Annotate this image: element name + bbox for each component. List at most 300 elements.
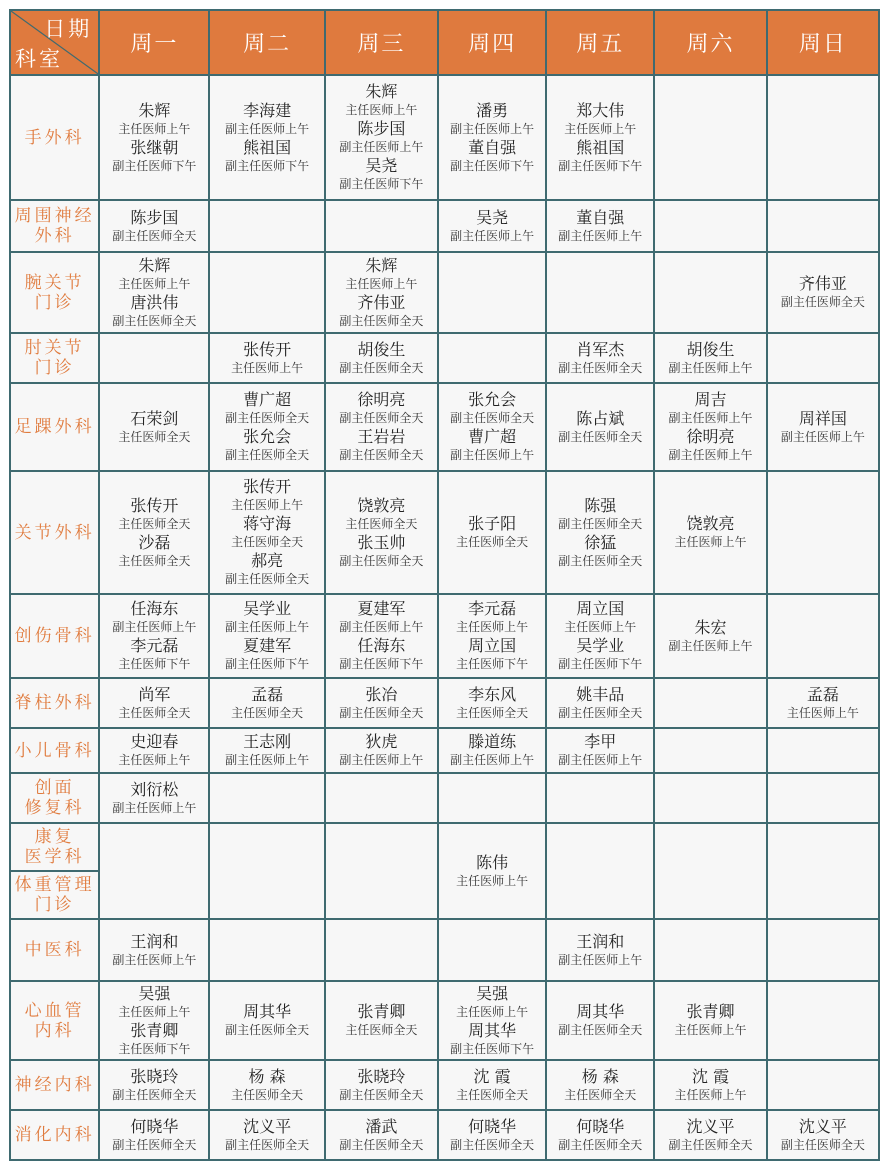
- doctor-title-shift: 副主任医师下午: [225, 657, 310, 671]
- doctor-name: 李元磊: [468, 599, 517, 618]
- doctor-title-shift: 副主任医师下午: [339, 657, 424, 671]
- doctor-list: [326, 732, 437, 769]
- doctor-list: [439, 208, 545, 245]
- schedule-cell-周三: [325, 594, 438, 678]
- doctor-name: 张允会: [243, 427, 292, 446]
- doctor-list: [210, 101, 323, 175]
- schedule-cell-周四: [438, 823, 546, 919]
- doctor-name: 潘武: [365, 1116, 398, 1136]
- doctor-schedule-table: [9, 9, 880, 1161]
- corner-date-label: 日期: [44, 17, 93, 41]
- department-label: 神经内科: [10, 1060, 99, 1110]
- doctor-title-shift: 主任医师上午: [564, 620, 637, 634]
- schedule-cell-周五: [546, 919, 654, 981]
- doctor-title-shift: 主任医师全天: [345, 1023, 418, 1037]
- doctor-list: [210, 732, 323, 769]
- doctor-name: 姚丰品: [576, 684, 625, 704]
- doctor-title-shift: 副主任医师上午: [339, 620, 424, 634]
- schedule-cell-周五: [546, 1110, 654, 1160]
- doctor-list: [655, 1002, 765, 1039]
- doctor-name: 王志刚: [243, 732, 292, 751]
- doctor-title-shift: 副主任医师上午: [450, 228, 535, 243]
- schedule-cell-周一: [99, 678, 209, 728]
- schedule-cell-周一: [99, 981, 209, 1060]
- doctor-list: [210, 390, 323, 464]
- schedule-row: [10, 823, 879, 871]
- doctor-list: [439, 853, 545, 890]
- schedule-cell-周三: [325, 1060, 438, 1110]
- schedule-cell-周日: [767, 471, 879, 594]
- doctor-title-shift: 副主任医师上午: [558, 228, 643, 243]
- doctor-name: 张继朝: [130, 137, 179, 157]
- schedule-row: [10, 471, 879, 594]
- doctor-name: 朱辉: [365, 82, 398, 101]
- doctor-name: 曹广超: [468, 427, 517, 446]
- doctor-name: 孟磊: [806, 684, 839, 704]
- doctor-title-shift: 副主任医师下午: [558, 158, 643, 173]
- doctor-title-shift: 副主任医师全天: [558, 1137, 643, 1152]
- doctor-list: [655, 1067, 765, 1104]
- doctor-name: 任海东: [130, 599, 179, 618]
- schedule-cell-周六: [654, 471, 766, 594]
- doctor-title-shift: 主任医师上午: [118, 121, 191, 136]
- doctor-name: 何晓华: [576, 1116, 625, 1136]
- doctor-name: 何晓华: [468, 1116, 517, 1136]
- schedule-cell-周四: [438, 728, 546, 773]
- doctor-list: [655, 340, 765, 377]
- doctor-name: 朱辉: [138, 100, 171, 120]
- doctor-name: 李海建: [243, 100, 292, 120]
- schedule-cell-周五: [546, 252, 654, 333]
- schedule-cell-周一: [99, 1060, 209, 1110]
- corner-dept-label: 科室: [15, 47, 63, 71]
- doctor-name: 周立国: [468, 636, 517, 655]
- day-header-wed: 周三: [325, 10, 438, 75]
- doctor-title-shift: 副主任医师全天: [339, 705, 424, 720]
- doctor-list: [326, 685, 437, 722]
- doctor-name: 周吉: [694, 390, 727, 409]
- doctor-title-shift: 副主任医师全天: [339, 411, 424, 425]
- schedule-cell-周日: [767, 773, 879, 823]
- schedule-row: [10, 773, 879, 823]
- doctor-name: 胡俊生: [357, 339, 406, 359]
- doctor-title-shift: 主任医师上午: [786, 705, 859, 720]
- schedule-cell-周日: [767, 383, 879, 471]
- schedule-cell-周六: [654, 333, 766, 383]
- doctor-name: 饶敦亮: [686, 514, 735, 533]
- doctor-name: 潘勇: [476, 100, 509, 120]
- schedule-cell-周一: [99, 252, 209, 333]
- schedule-cell-周四: [438, 333, 546, 383]
- doctor-name: 曹广超: [243, 390, 292, 409]
- schedule-cell-周二: [209, 773, 324, 823]
- doctor-title-shift: 主任医师上午: [456, 1004, 529, 1019]
- schedule-cell-周一: [99, 471, 209, 594]
- schedule-cell-周五: [546, 594, 654, 678]
- doctor-title-shift: 主任医师下午: [456, 657, 529, 671]
- doctor-list: [547, 732, 653, 769]
- doctor-title-shift: 主任医师全天: [118, 705, 191, 720]
- schedule-cell-周四: [438, 252, 546, 333]
- doctor-title-shift: 副主任医师上午: [668, 448, 753, 462]
- doctor-title-shift: 副主任医师全天: [780, 1137, 865, 1152]
- schedule-cell-周日: [767, 981, 879, 1060]
- schedule-cell-周四: [438, 1060, 546, 1110]
- doctor-name: 沈 霞: [692, 1066, 730, 1086]
- doctor-title-shift: 主任医师全天: [231, 705, 304, 720]
- schedule-row: [10, 200, 879, 252]
- doctor-title-shift: 主任医师全天: [456, 1087, 529, 1102]
- schedule-cell-周日: [767, 1110, 879, 1160]
- schedule-cell-周四: [438, 678, 546, 728]
- schedule-row: [10, 75, 879, 200]
- doctor-name: 周其华: [576, 1002, 625, 1021]
- schedule-cell-周四: [438, 773, 546, 823]
- doctor-name: 周立国: [576, 599, 625, 618]
- schedule-cell-周六: [654, 678, 766, 728]
- schedule-cell-周三: [325, 200, 438, 252]
- doctor-name: 郝亮: [251, 551, 284, 570]
- doctor-title-shift: 主任医师上午: [456, 873, 529, 888]
- schedule-cell-周五: [546, 823, 654, 919]
- day-header-sun: 周日: [767, 10, 879, 75]
- schedule-cell-周五: [546, 75, 654, 200]
- doctor-title-shift: 副主任医师全天: [339, 1137, 424, 1152]
- department-label: 创伤骨科: [10, 594, 99, 678]
- schedule-cell-周一: [99, 728, 209, 773]
- schedule-cell-周日: [767, 75, 879, 200]
- schedule-cell-周日: [767, 823, 879, 919]
- doctor-title-shift: 副主任医师全天: [339, 313, 424, 328]
- schedule-cell-周三: [325, 919, 438, 981]
- department-label: 消化内科: [10, 1110, 99, 1160]
- doctor-name: 徐明亮: [357, 390, 406, 409]
- doctor-title-shift: 主任医师全天: [345, 516, 418, 531]
- schedule-cell-周六: [654, 200, 766, 252]
- doctor-list: [326, 340, 437, 377]
- doctor-name: 李元磊: [130, 636, 179, 655]
- department-label: 中医科: [10, 919, 99, 981]
- doctor-title-shift: 副主任医师全天: [450, 1137, 535, 1152]
- doctor-name: 董自强: [576, 207, 625, 227]
- day-header-sat: 周六: [654, 10, 766, 75]
- doctor-list: [326, 1002, 437, 1039]
- doctor-list: [547, 208, 653, 245]
- doctor-name: 沙磊: [138, 532, 171, 552]
- doctor-list: [100, 409, 208, 446]
- doctor-name: 张晓玲: [130, 1066, 179, 1086]
- schedule-cell-周二: [209, 678, 324, 728]
- schedule-cell-周五: [546, 1060, 654, 1110]
- doctor-name: 朱辉: [138, 255, 171, 275]
- doctor-title-shift: 主任医师上午: [118, 1004, 191, 1019]
- schedule-row: [10, 383, 879, 471]
- department-label: 周围神经 外科: [10, 200, 99, 252]
- schedule-cell-周五: [546, 333, 654, 383]
- doctor-name: 狄虎: [365, 732, 398, 751]
- schedule-cell-周一: [99, 823, 209, 919]
- header-row: [10, 10, 879, 75]
- doctor-list: [100, 599, 208, 673]
- schedule-cell-周三: [325, 678, 438, 728]
- doctor-list: [210, 1067, 323, 1104]
- doctor-title-shift: 副主任医师上午: [450, 448, 535, 462]
- doctor-list: [439, 984, 545, 1058]
- doctor-name: 饶敦亮: [357, 495, 406, 515]
- doctor-list: [100, 932, 208, 969]
- schedule-body: [10, 75, 879, 1160]
- schedule-cell-周六: [654, 1060, 766, 1110]
- schedule-cell-周三: [325, 383, 438, 471]
- schedule-cell-周二: [209, 1110, 324, 1160]
- doctor-list: [326, 1117, 437, 1154]
- doctor-name: 张冶: [365, 684, 398, 704]
- doctor-title-shift: 主任医师上午: [674, 535, 747, 549]
- doctor-list: [210, 1117, 323, 1154]
- schedule-cell-周五: [546, 471, 654, 594]
- schedule-cell-周六: [654, 919, 766, 981]
- doctor-title-shift: 副主任医师全天: [339, 360, 424, 375]
- schedule-cell-周二: [209, 471, 324, 594]
- schedule-cell-周六: [654, 823, 766, 919]
- doctor-list: [210, 1002, 323, 1039]
- doctor-list: [547, 496, 653, 570]
- doctor-title-shift: 副主任医师上午: [780, 429, 865, 444]
- doctor-list: [547, 1117, 653, 1154]
- schedule-cell-周四: [438, 75, 546, 200]
- schedule-cell-周六: [654, 252, 766, 333]
- doctor-name: 何晓华: [130, 1116, 179, 1136]
- doctor-title-shift: 副主任医师上午: [112, 800, 197, 815]
- doctor-title-shift: 主任医师上午: [231, 498, 304, 512]
- doctor-title-shift: 主任医师全天: [231, 1087, 304, 1102]
- doctor-title-shift: 副主任医师全天: [225, 411, 310, 425]
- doctor-list: [547, 340, 653, 377]
- department-label: 小儿骨科: [10, 728, 99, 773]
- schedule-cell-周五: [546, 981, 654, 1060]
- schedule-cell-周日: [767, 200, 879, 252]
- schedule-row: [10, 1110, 879, 1160]
- doctor-name: 任海东: [357, 636, 406, 655]
- doctor-list: [655, 390, 765, 464]
- schedule-cell-周日: [767, 678, 879, 728]
- schedule-cell-周三: [325, 333, 438, 383]
- schedule-cell-周一: [99, 333, 209, 383]
- department-label: 腕关节 门诊: [10, 252, 99, 333]
- doctor-name: 陈步国: [357, 119, 406, 138]
- doctor-title-shift: 主任医师上午: [345, 103, 418, 117]
- doctor-title-shift: 副主任医师全天: [450, 411, 535, 425]
- doctor-name: 吴尧: [476, 207, 509, 227]
- schedule-cell-周二: [209, 981, 324, 1060]
- doctor-name: 周其华: [243, 1002, 292, 1021]
- schedule-cell-周三: [325, 75, 438, 200]
- doctor-name: 沈义平: [686, 1116, 735, 1136]
- schedule-cell-周日: [767, 728, 879, 773]
- doctor-name: 王岩岩: [357, 427, 406, 446]
- doctor-list: [439, 732, 545, 769]
- doctor-title-shift: 副主任医师全天: [225, 448, 310, 462]
- schedule-cell-周日: [767, 1060, 879, 1110]
- doctor-name: 张子阳: [468, 514, 517, 533]
- department-label: 关节外科: [10, 471, 99, 594]
- doctor-title-shift: 主任医师全天: [118, 429, 191, 444]
- doctor-name: 吴强: [476, 983, 509, 1003]
- doctor-name: 朱辉: [365, 255, 398, 275]
- schedule-cell-周日: [767, 594, 879, 678]
- schedule-row: [10, 1060, 879, 1110]
- doctor-title-shift: 副主任医师下午: [225, 158, 310, 173]
- doctor-name: 尚军: [138, 684, 171, 704]
- doctor-title-shift: 副主任医师全天: [225, 1023, 310, 1037]
- day-header-thu: 周四: [438, 10, 546, 75]
- doctor-title-shift: 主任医师全天: [118, 516, 191, 531]
- doctor-list: [547, 685, 653, 722]
- schedule-cell-周四: [438, 1110, 546, 1160]
- schedule-row: [10, 678, 879, 728]
- doctor-title-shift: 主任医师上午: [456, 620, 529, 634]
- doctor-title-shift: 主任医师上午: [231, 360, 304, 375]
- schedule-container: [9, 9, 880, 1161]
- doctor-name: 郑大伟: [576, 100, 625, 120]
- schedule-cell-周五: [546, 678, 654, 728]
- doctor-title-shift: 主任医师上午: [674, 1023, 747, 1037]
- doctor-title-shift: 主任医师全天: [564, 1087, 637, 1102]
- doctor-title-shift: 副主任医师上午: [339, 140, 424, 154]
- doctor-name: 肖军杰: [576, 339, 625, 359]
- schedule-cell-周六: [654, 383, 766, 471]
- schedule-cell-周三: [325, 471, 438, 594]
- schedule-cell-周二: [209, 823, 324, 919]
- department-label: 手外科: [10, 75, 99, 200]
- doctor-title-shift: 副主任医师上午: [668, 411, 753, 425]
- doctor-list: [326, 256, 437, 330]
- schedule-row: [10, 981, 879, 1060]
- doctor-list: [210, 599, 323, 673]
- doctor-title-shift: 主任医师上午: [345, 276, 418, 291]
- doctor-name: 张晓玲: [357, 1066, 406, 1086]
- doctor-title-shift: 副主任医师全天: [339, 1087, 424, 1102]
- doctor-name: 陈步国: [130, 207, 179, 227]
- doctor-name: 石荣剑: [130, 408, 179, 428]
- doctor-title-shift: 副主任医师上午: [225, 620, 310, 634]
- doctor-list: [100, 1067, 208, 1104]
- doctor-name: 沈义平: [243, 1116, 292, 1136]
- schedule-cell-周四: [438, 383, 546, 471]
- doctor-name: 沈 霞: [473, 1066, 511, 1086]
- doctor-list: [210, 685, 323, 722]
- doctor-title-shift: 主任医师上午: [118, 753, 191, 767]
- schedule-row: [10, 252, 879, 333]
- doctor-name: 周其华: [468, 1020, 517, 1040]
- doctor-title-shift: 副主任医师下午: [558, 657, 643, 671]
- doctor-title-shift: 副主任医师全天: [112, 228, 197, 243]
- doctor-title-shift: 副主任医师全天: [112, 313, 197, 328]
- doctor-name: 夏建军: [243, 636, 292, 655]
- doctor-title-shift: 副主任医师下午: [450, 158, 535, 173]
- schedule-cell-周二: [209, 1060, 324, 1110]
- doctor-name: 熊祖国: [243, 137, 292, 157]
- doctor-list: [100, 496, 208, 570]
- doctor-name: 吴学业: [576, 636, 625, 655]
- doctor-name: 吴学业: [243, 599, 292, 618]
- doctor-list: [100, 984, 208, 1058]
- schedule-cell-周二: [209, 252, 324, 333]
- schedule-cell-周五: [546, 773, 654, 823]
- schedule-cell-周三: [325, 981, 438, 1060]
- schedule-cell-周三: [325, 1110, 438, 1160]
- doctor-title-shift: 副主任医师上午: [668, 360, 753, 375]
- doctor-name: 李甲: [584, 732, 617, 751]
- doctor-title-shift: 副主任医师上午: [450, 753, 535, 767]
- schedule-cell-周四: [438, 471, 546, 594]
- doctor-list: [326, 1067, 437, 1104]
- doctor-name: 杨 森: [581, 1066, 619, 1086]
- schedule-cell-周一: [99, 1110, 209, 1160]
- schedule-row: [10, 594, 879, 678]
- doctor-list: [439, 599, 545, 673]
- schedule-cell-周二: [209, 200, 324, 252]
- schedule-cell-周四: [438, 594, 546, 678]
- doctor-list: [326, 390, 437, 464]
- schedule-cell-周日: [767, 333, 879, 383]
- doctor-list: [100, 685, 208, 722]
- doctor-name: 张传开: [130, 495, 179, 515]
- doctor-title-shift: 主任医师上午: [674, 1087, 747, 1102]
- doctor-name: 张青卿: [357, 1002, 406, 1021]
- doctor-name: 史迎春: [130, 732, 179, 751]
- doctor-list: [547, 409, 653, 446]
- doctor-name: 朱宏: [694, 617, 727, 637]
- doctor-list: [439, 390, 545, 464]
- schedule-cell-周一: [99, 383, 209, 471]
- doctor-title-shift: 副主任医师全天: [558, 516, 643, 531]
- doctor-name: 周祥国: [798, 408, 847, 428]
- doctor-title-shift: 副主任医师下午: [339, 177, 424, 191]
- corner-header: [10, 10, 99, 75]
- schedule-cell-周六: [654, 75, 766, 200]
- doctor-list: [439, 1117, 545, 1154]
- schedule-cell-周二: [209, 383, 324, 471]
- doctor-title-shift: 副主任医师上午: [112, 952, 197, 967]
- schedule-cell-周四: [438, 200, 546, 252]
- doctor-title-shift: 副主任医师全天: [558, 360, 643, 375]
- schedule-cell-周日: [767, 919, 879, 981]
- doctor-title-shift: 副主任医师上午: [339, 753, 424, 767]
- doctor-title-shift: 副主任医师全天: [558, 553, 643, 568]
- doctor-list: [210, 340, 323, 377]
- schedule-cell-周二: [209, 728, 324, 773]
- day-header-fri: 周五: [546, 10, 654, 75]
- doctor-title-shift: 副主任医师上午: [225, 121, 310, 136]
- schedule-cell-周四: [438, 919, 546, 981]
- doctor-list: [100, 101, 208, 175]
- doctor-list: [100, 256, 208, 330]
- schedule-cell-周一: [99, 919, 209, 981]
- schedule-cell-周三: [325, 773, 438, 823]
- doctor-title-shift: 副主任医师下午: [450, 1041, 535, 1056]
- department-label: 足踝外科: [10, 383, 99, 471]
- doctor-name: 张青卿: [130, 1020, 179, 1040]
- schedule-row: [10, 333, 879, 383]
- doctor-list: [768, 1117, 878, 1154]
- doctor-title-shift: 副主任医师上午: [225, 753, 310, 767]
- doctor-title-shift: 副主任医师全天: [558, 429, 643, 444]
- doctor-title-shift: 副主任医师全天: [558, 1023, 643, 1037]
- doctor-list: [326, 599, 437, 673]
- doctor-list: [768, 685, 878, 722]
- doctor-list: [768, 409, 878, 446]
